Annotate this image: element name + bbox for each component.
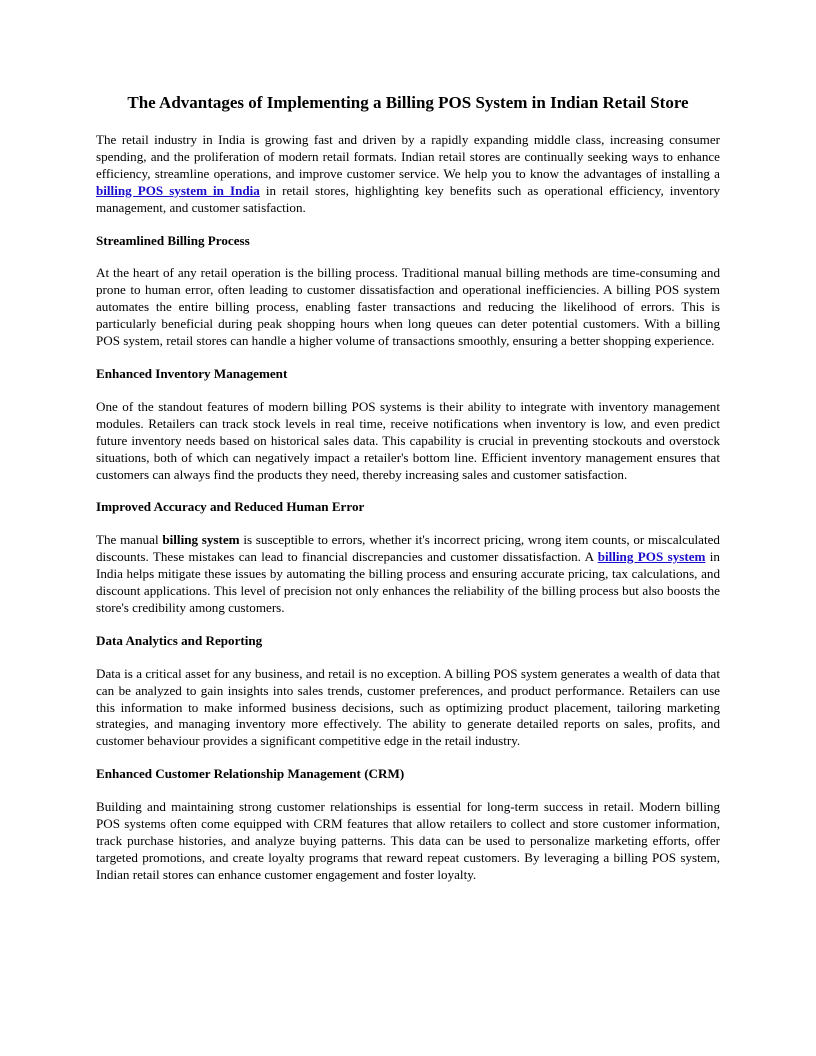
heading-crm: Enhanced Customer Relationship Management (CRM) [96,766,405,782]
document-title: The Advantages of Implementing a Billing POS System in Indian Retail Store [127,93,689,112]
accuracy-text-1: The manual [96,532,163,548]
accuracy-text-2: is susceptible to errors, whether it's incorrect pricing, wrong item counts, or miscalculated discounts. These mistakes can lead to financial discrepancies and customer dissatisfaction. A [96,532,720,565]
billing-system-keyword: billing system [162,532,240,548]
heading-data-analytics: Data Analytics and Reporting [96,632,263,648]
paragraph-streamlined-billing: At the heart of any retail operation is the billing process. Traditional manual billing methods are time-consuming and prone to human error, often leading to customer dissatisfaction and operational inefficiencies. A billing POS system automates the entire billing process, enabling faster transactions and reducing the likelihood of errors. This is particularly beneficial during peak shopping hours when long queues can deter potential customers. With a billing POS system, retail stores can handle a higher volume of transactions smoothly, ensuring a better shopping experience. [96,265,720,349]
intro-paragraph [96,132,720,217]
paragraph-data-analytics: Data is a critical asset for any business, and retail is no exception. A billing POS system generates a wealth of data that can be analyzed to gain insights into sales trends, customer preferences, and product performance. Retailers can use this information to make informed business decisions, such as optimizing product placement, tailoring marketing strategies, and managing inventory more effectively. The ability to generate detailed reports on sales, profits, and customer behaviour provides a significant competitive edge in the retail industry. [96,665,720,749]
intro-text-before: The retail industry in India is growing fast and driven by a rapidly expanding middle class, increasing consumer spending, and the proliferation of modern retail formats. Indian retail stores are continually seeking ways to enhance efficiency, streamline operations, and improve customer service. We help you to know the advantages of installing a [96,132,720,181]
billing-pos-india-link[interactable]: billing POS system in India [96,182,260,198]
billing-pos-system-link[interactable]: billing POS system [597,549,706,565]
accuracy-text-3: in India helps mitigate these issues by automating the billing process and ensuring accurate pricing, tax calculations, and discount applications. This level of precision not only enhances the reliability of the billing process but also boosts the store's credibility among customers. [96,549,720,615]
heading-inventory-management: Enhanced Inventory Management [96,365,288,381]
heading-streamlined-billing: Streamlined Billing Process [96,232,250,248]
intro-text-after: in retail stores, highlighting key benefits such as operational efficiency, inventory management, and customer satisfaction. [96,182,720,215]
paragraph-inventory-management: One of the standout features of modern billing POS systems is their ability to integrate with inventory management modules. Retailers can track stock levels in real time, receive notifications when inventory is low, and even predict future inventory needs based on historical sales data. This capability is crucial in preventing stockouts and overstock situations, both of which can negatively impact a retailer's bottom line. Efficient inventory management ensures that customers can always find the products they need, thereby increasing sales and customer satisfaction. [96,398,720,482]
heading-accuracy: Improved Accuracy and Reduced Human Error [96,499,365,515]
paragraph-crm: Building and maintaining strong customer relationships is essential for long-term success in retail. Modern billing POS systems often come equipped with CRM features that allow retailers to collect and store customer information, track purchase histories, and analyze buying patterns. This data can be used to personalize marketing efforts, offer targeted promotions, and create loyalty programs that reward repeat customers. By leveraging a billing POS system, Indian retail stores can enhance customer engagement and foster loyalty. [96,799,720,882]
paragraph-accuracy [96,532,720,617]
